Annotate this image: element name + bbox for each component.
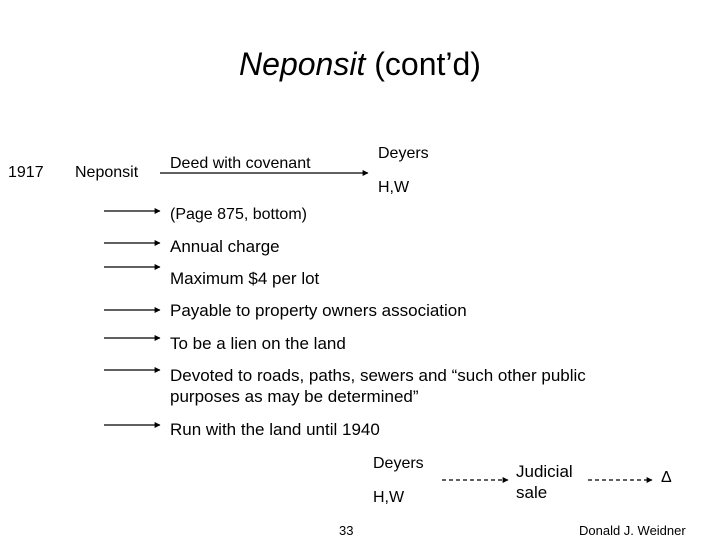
term-devoted-to-roads: Devoted to roads, paths, sewers and “such other public purposes as may be determined” bbox=[170, 366, 586, 406]
term-run-with-land: Run with the land until 1940 bbox=[170, 420, 380, 439]
term-lien-on-land: To be a lien on the land bbox=[170, 334, 346, 353]
successor-label: H,W bbox=[378, 179, 410, 196]
slide-title-rest: (cont’d) bbox=[365, 46, 481, 82]
page-number: 33 bbox=[339, 523, 354, 538]
term-annual-charge: Annual charge bbox=[170, 237, 280, 256]
term-maximum-per-lot: Maximum $4 per lot bbox=[170, 269, 320, 288]
deed-label: Deed with covenant bbox=[170, 155, 311, 172]
term-page-reference: (Page 875, bottom) bbox=[170, 206, 307, 223]
author-name: Donald J. Weidner bbox=[579, 523, 686, 538]
delta-symbol: Δ bbox=[661, 469, 672, 486]
term-payable-to-association: Payable to property owners association bbox=[170, 301, 467, 320]
grantor-label: Neponsit bbox=[75, 164, 139, 181]
bottom-party-bottom: H,W bbox=[373, 489, 405, 506]
bottom-party-top: Deyers bbox=[373, 455, 424, 472]
year-label: 1917 bbox=[8, 164, 44, 181]
grantee-label: Deyers bbox=[378, 145, 429, 162]
judicial-sale-label: Judicial sale bbox=[516, 462, 573, 502]
slide-title-italic: Neponsit bbox=[239, 46, 366, 82]
